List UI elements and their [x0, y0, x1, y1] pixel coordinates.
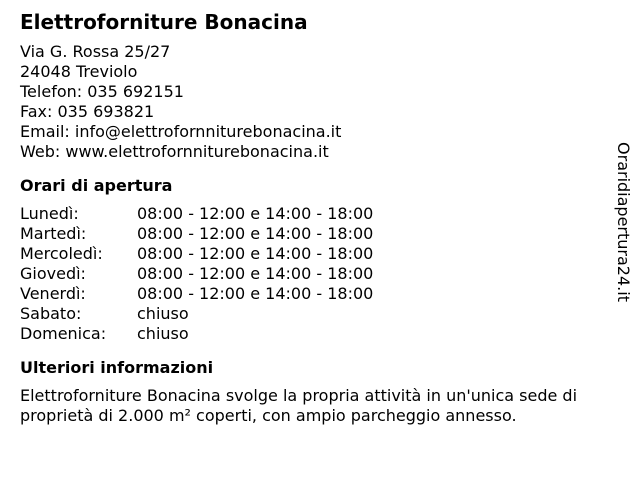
hours-row — [20, 264, 620, 284]
hours-row — [20, 324, 620, 344]
fax-number: Fax: 035 693821 — [20, 102, 155, 121]
hours-day: Lunedì: — [20, 204, 79, 223]
info-heading: Ulteriori informazioni — [20, 358, 214, 377]
contact-block — [20, 42, 620, 162]
hours-day: Giovedì: — [20, 264, 86, 283]
hours-day: Martedì: — [20, 224, 87, 243]
hours-time: 08:00 - 12:00 e 14:00 - 18:00 — [137, 284, 374, 303]
hours-row — [20, 244, 620, 264]
info-description: Elettroforniture Bonacina svolge la propria attività in un'unica sede di proprietà di 2.000 m² coperti, con ampio parcheggio annesso. — [20, 386, 578, 425]
watermark-text: Oraridiapertura24.it — [614, 142, 633, 302]
hours-row — [20, 284, 620, 304]
hours-day: Mercoledì: — [20, 244, 103, 263]
hours-time: 08:00 - 12:00 e 14:00 - 18:00 — [137, 204, 374, 223]
business-name: Elettroforniture Bonacina — [20, 10, 308, 34]
hours-time: 08:00 - 12:00 e 14:00 - 18:00 — [137, 224, 374, 243]
email-link[interactable]: Email: info@elettrofornniturebonacina.it — [20, 122, 342, 141]
hours-heading: Orari di apertura — [20, 176, 173, 195]
street-address: Via G. Rossa 25/27 — [20, 42, 171, 61]
website-link[interactable]: Web: www.elettrofornniturebonacina.it — [20, 142, 329, 161]
hours-time: 08:00 - 12:00 e 14:00 - 18:00 — [137, 244, 374, 263]
hours-time: chiuso — [137, 324, 189, 343]
hours-time: chiuso — [137, 304, 189, 323]
hours-row — [20, 304, 620, 324]
business-card — [20, 10, 620, 426]
city-address: 24048 Treviolo — [20, 62, 138, 81]
hours-day: Domenica: — [20, 324, 107, 343]
hours-day: Sabato: — [20, 304, 82, 323]
phone-number[interactable]: Telefon: 035 692151 — [20, 82, 184, 101]
hours-time: 08:00 - 12:00 e 14:00 - 18:00 — [137, 264, 374, 283]
hours-table — [20, 204, 620, 344]
hours-day: Venerdì: — [20, 284, 86, 303]
hours-row — [20, 204, 620, 224]
hours-row — [20, 224, 620, 244]
